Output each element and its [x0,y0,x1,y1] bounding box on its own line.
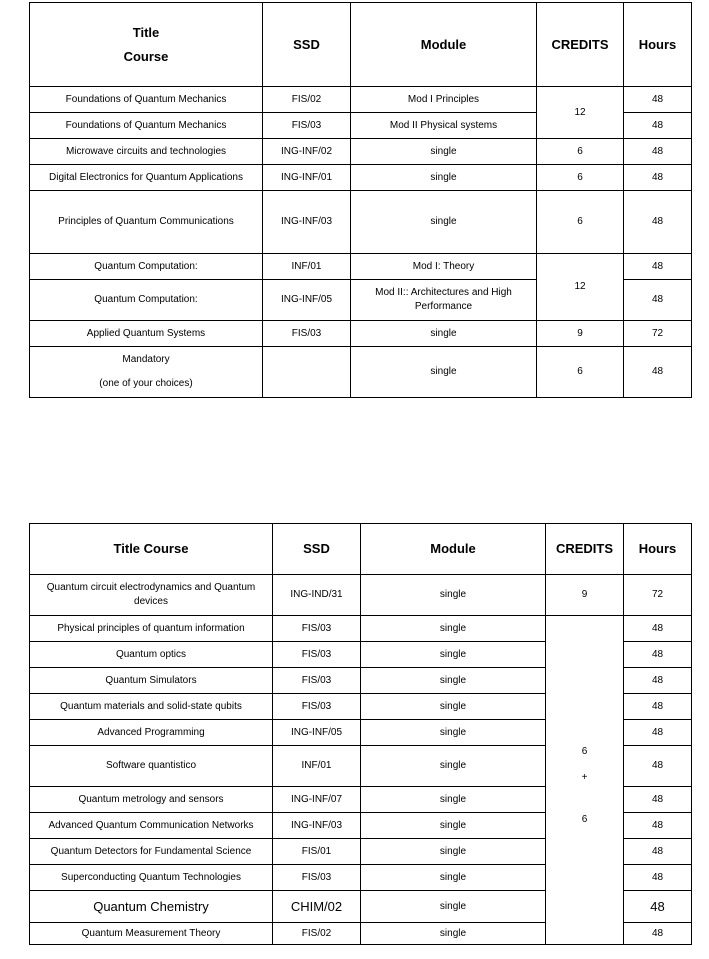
header-title-course: Title Course [30,3,263,87]
cell-ssd: ING-INF/01 [263,165,351,191]
cell-hours: 48 [624,347,692,398]
cell-module: single [361,642,546,668]
table-row [30,139,692,165]
cell-ssd [263,347,351,398]
cell-title: Quantum Measurement Theory [30,923,273,945]
cell-title: Advanced Quantum Communication Networks [30,813,273,839]
cell-module: Mod II Physical systems [351,113,537,139]
cell-title: Physical principles of quantum information [30,616,273,642]
cell-ssd: FIS/03 [273,694,361,720]
cell-hours: 48 [624,923,692,945]
cell-module: single [351,139,537,165]
cell-module: Mod I Principles [351,87,537,113]
cell-module: single [361,891,546,923]
table-row [30,254,692,280]
table-row [30,165,692,191]
cell-title: Microwave circuits and technologies [30,139,263,165]
table-header-row [30,524,692,575]
cell-module: single [361,668,546,694]
header-title-course: Title Course [30,524,273,575]
table-row [30,321,692,347]
cell-ssd: ING-INF/02 [263,139,351,165]
header-ssd: SSD [263,3,351,87]
cell-title: Quantum Simulators [30,668,273,694]
cell-ssd: FIS/03 [273,668,361,694]
cell-credits: 9 [546,575,624,616]
cell-title: Quantum Computation: [30,254,263,280]
header-hours: Hours [624,524,692,575]
header-ssd: SSD [273,524,361,575]
cell-hours: 48 [624,891,692,923]
choice-note: (one of your choices) [99,378,193,389]
mandatory-label: Mandatory [122,354,170,365]
cell-module: single [361,813,546,839]
cell-ssd: ING-INF/05 [273,720,361,746]
header-module: Module [351,3,537,87]
cell-module: single [361,865,546,891]
cell-hours: 48 [624,694,692,720]
cell-hours: 48 [624,839,692,865]
cell-hours: 48 [624,113,692,139]
cell-module: single [361,839,546,865]
cell-title: Superconducting Quantum Technologies [30,865,273,891]
table-row [30,575,692,616]
cell-hours: 48 [624,668,692,694]
cell-ssd: CHIM/02 [273,891,361,923]
cell-hours: 48 [624,720,692,746]
cell-credits-merged: 6 + 6 [546,616,624,945]
cell-title: Quantum Detectors for Fundamental Science [30,839,273,865]
cell-title: Quantum optics [30,642,273,668]
cell-credits: 6 [537,139,624,165]
cell-module: single [361,694,546,720]
cell-module: single [361,787,546,813]
cell-ssd: FIS/02 [273,923,361,945]
cell-title: Foundations of Quantum Mechanics [30,113,263,139]
table-row [30,87,692,113]
cell-ssd: FIS/03 [273,616,361,642]
cell-title: Quantum Chemistry [30,891,273,923]
cell-ssd: INF/01 [263,254,351,280]
cell-title: Quantum Computation: [30,280,263,321]
cell-title: Quantum metrology and sensors [30,787,273,813]
header-credits: CREDITS [537,3,624,87]
cell-hours: 48 [624,280,692,321]
cell-credits: 6 [537,165,624,191]
cell-hours: 48 [624,87,692,113]
cell-title: Software quantistico [30,746,273,787]
cell-module: single [361,575,546,616]
cell-module: single [361,720,546,746]
cell-ssd: INF/01 [273,746,361,787]
cell-hours: 48 [624,787,692,813]
cell-title: Digital Electronics for Quantum Applications [30,165,263,191]
table-row [30,191,692,254]
cell-title [30,347,263,398]
cell-module: Mod II:: Architectures and High Performance [351,280,537,321]
cell-credits: 6 [537,191,624,254]
header-module: Module [361,524,546,575]
cell-hours: 48 [624,139,692,165]
cell-title: Foundations of Quantum Mechanics [30,87,263,113]
cell-hours: 48 [624,191,692,254]
cell-module: single [361,616,546,642]
cell-title: Principles of Quantum Communications [30,191,263,254]
cell-title: Quantum circuit electrodynamics and Quantum devices [30,575,273,616]
cell-ssd: FIS/02 [263,87,351,113]
cell-ssd: ING-INF/03 [263,191,351,254]
cell-hours: 48 [624,746,692,787]
cell-ssd: FIS/03 [273,642,361,668]
cell-credits: 9 [537,321,624,347]
cell-hours: 48 [624,865,692,891]
cell-ssd: ING-INF/07 [273,787,361,813]
cell-hours: 48 [624,254,692,280]
table-header-row [30,3,692,87]
cell-ssd: FIS/03 [263,113,351,139]
cell-module: single [351,347,537,398]
cell-module: single [361,746,546,787]
cell-ssd: ING-IND/31 [273,575,361,616]
cell-credits: 12 [537,254,624,321]
cell-ssd: FIS/01 [273,839,361,865]
course-table-2 [29,523,692,945]
cell-credits: 12 [537,87,624,139]
cell-credits: 6 [537,347,624,398]
cell-ssd: ING-INF/03 [273,813,361,839]
course-table-1 [29,2,692,398]
cell-module: single [351,165,537,191]
cell-hours: 48 [624,616,692,642]
cell-hours: 48 [624,165,692,191]
cell-title: Quantum materials and solid-state qubits [30,694,273,720]
cell-hours: 48 [624,642,692,668]
table-row [30,347,692,398]
cell-module: single [351,191,537,254]
header-credits: CREDITS [546,524,624,575]
cell-module: single [351,321,537,347]
cell-ssd: FIS/03 [263,321,351,347]
cell-ssd: FIS/03 [273,865,361,891]
cell-title: Applied Quantum Systems [30,321,263,347]
cell-title: Advanced Programming [30,720,273,746]
cell-hours: 72 [624,321,692,347]
cell-ssd: ING-INF/05 [263,280,351,321]
table-row [30,616,692,642]
cell-hours: 72 [624,575,692,616]
cell-module: Mod I: Theory [351,254,537,280]
cell-module: single [361,923,546,945]
header-hours: Hours [624,3,692,87]
cell-hours: 48 [624,813,692,839]
